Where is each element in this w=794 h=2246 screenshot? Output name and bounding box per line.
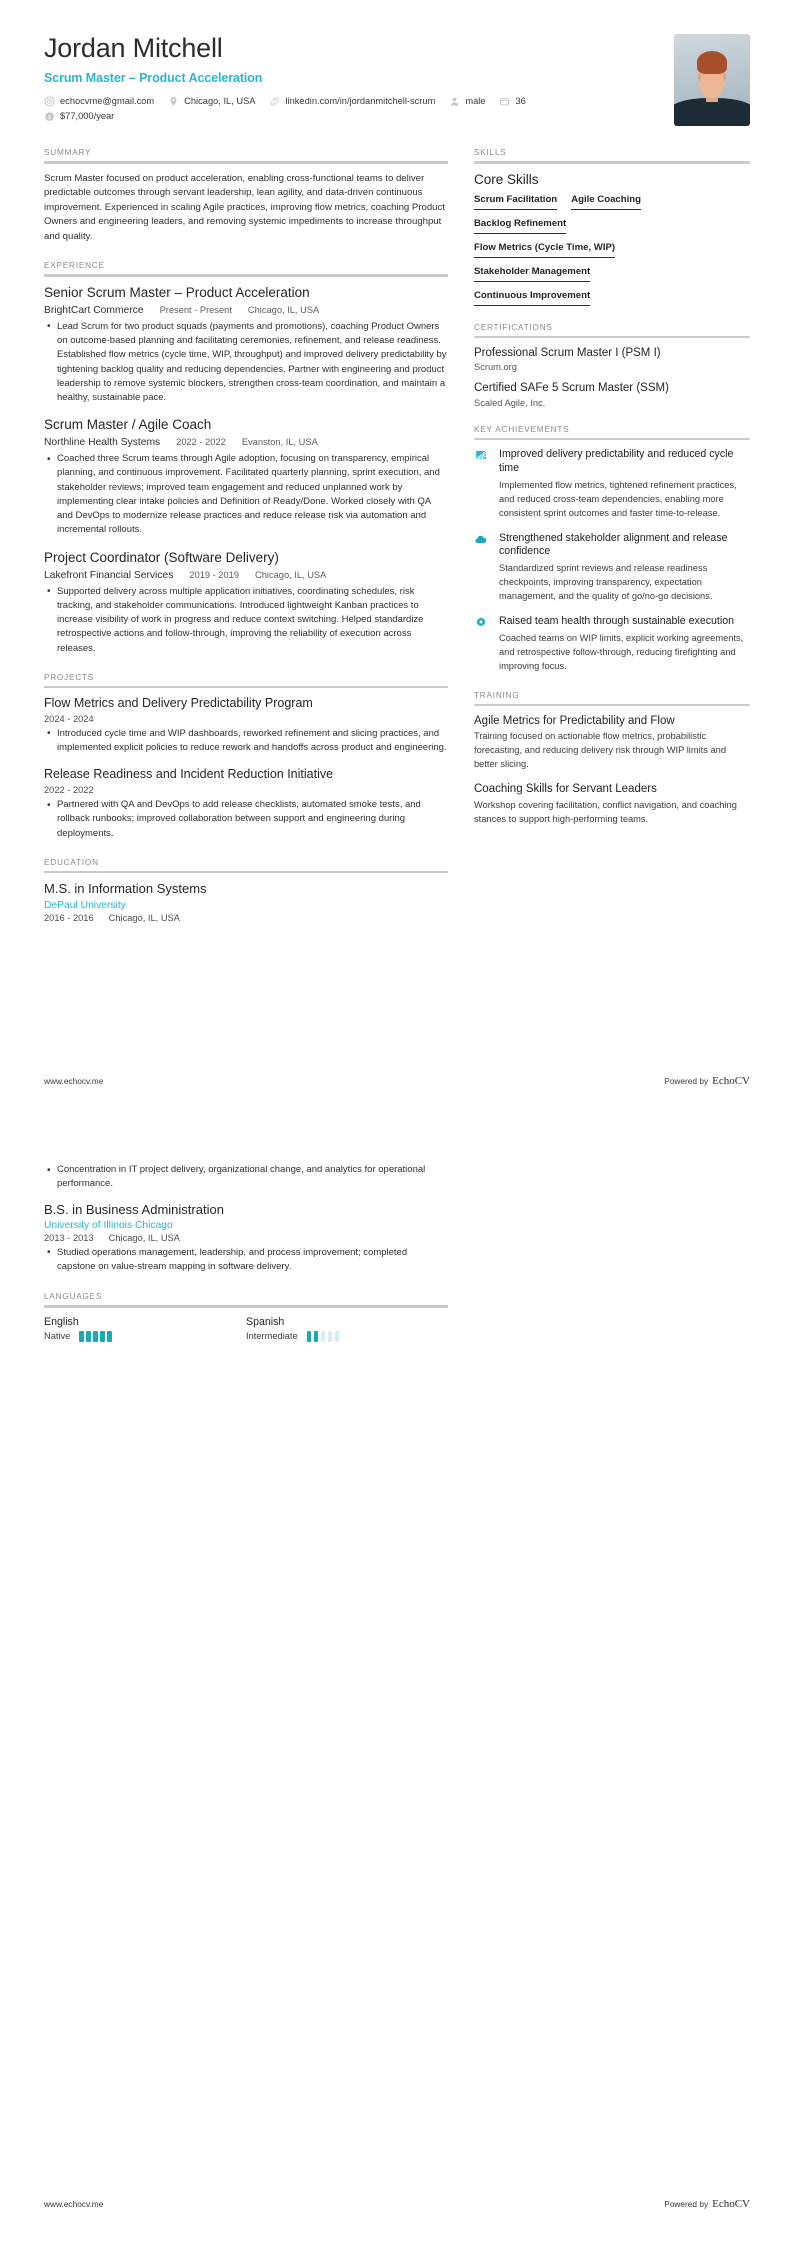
footer-website[interactable]: www.echocv.me — [44, 1076, 104, 1086]
section-divider — [474, 161, 750, 164]
language-proficiency-bars — [79, 1331, 112, 1342]
experience-location: Evanston, IL, USA — [241, 437, 318, 448]
skill-item: Stakeholder Management — [474, 266, 590, 282]
experience-location: Chicago, IL, USA — [255, 569, 327, 580]
section-training — [474, 691, 750, 827]
skills-group-name: Core Skills — [474, 171, 539, 187]
page-2 — [0, 1123, 794, 2246]
achievement-item — [474, 448, 750, 520]
skill-item: Agile Coaching — [571, 194, 641, 210]
section-certifications — [474, 323, 750, 408]
section-divider — [44, 871, 448, 874]
language-name: Spanish — [246, 1315, 285, 1328]
content-columns-page2 — [0, 1123, 794, 1359]
skill-row — [474, 194, 750, 210]
certification-issuer: Scaled Agile, Inc. — [474, 397, 546, 408]
language-item — [44, 1316, 246, 1342]
summary-text: Scrum Master focused on product acceleration, enabling cross-functional teams to deliver predictable outcomes through servant leadership, lean agility, and data-driven continuous improvement. Experienced in scaling Agile practices, improving flow metrics, coaching Product Owners and engineering leaders, and removing systemic impediments to increase throughput and quality. — [44, 172, 445, 242]
right-column — [474, 148, 750, 843]
footer-powered-label: Powered by — [664, 2199, 709, 2209]
education-school: University of Illinois Chicago — [44, 1219, 173, 1231]
contact-gender-text: male — [465, 96, 486, 107]
section-divider — [474, 704, 750, 707]
experience-entry — [44, 285, 448, 405]
list-item: • Introduced cycle time and WIP dashboards, reworked refinement and slicing practices, and implemented explicit policies to reduce rework and handoffs across product and engineering. — [57, 727, 448, 756]
education-degree: M.S. in Information Systems — [44, 881, 207, 897]
skill-row — [474, 242, 750, 258]
training-description: Workshop covering facilitation, conflict navigation, and coaching stances to support high-performing teams. — [474, 799, 737, 824]
list-item: • Studied operations management, leadership, and process improvement; completed capstone on value-stream mapping in software delivery. — [57, 1246, 448, 1275]
certification-item — [474, 346, 750, 372]
experience-role: Project Coordinator (Software Delivery) — [44, 549, 279, 565]
education-location: Chicago, IL, USA — [108, 1232, 180, 1243]
contact-linkedin[interactable] — [269, 96, 435, 107]
section-divider — [44, 1305, 448, 1308]
footer-brand-name: EchoCV — [712, 2198, 750, 2210]
content-columns — [0, 126, 794, 940]
footer-brand-name: EchoCV — [712, 1075, 750, 1087]
language-level: Native — [44, 1331, 71, 1342]
achievement-title: Raised team health through sustainable execution — [499, 614, 734, 627]
education-bullets — [44, 1246, 448, 1275]
list-item: • Lead Scrum for two product squads (payments and promotions), coaching Product Owners on outcome-based planning and facilitating ceremonies, refinement, and release readiness. Established flow metrics (cycle time, WIP, throughput) and improved delivery predictability by tightening backlog quality and reducing dependencies. Partner with engineering and product leadership to remove systemic blockers, strengthen cross-team coordination, and maintain a healthy, sustainable pace. — [57, 320, 448, 406]
experience-org: BrightCart Commerce — [44, 304, 144, 316]
section-divider — [44, 161, 448, 164]
training-item — [474, 782, 750, 826]
experience-entry — [44, 550, 448, 656]
section-education — [44, 858, 448, 923]
contact-location-text: Chicago, IL, USA — [184, 96, 256, 107]
contact-linkedin-text: linkedin.com/in/jordanmitchell-scrum — [285, 96, 436, 107]
money-icon — [44, 111, 55, 122]
achievement-description: Coached teams on WIP limits, explicit working agreements, and retrospective follow-through, reducing firefighting and improving focus. — [499, 632, 744, 671]
footer-branding — [664, 1075, 750, 1087]
education-degree: B.S. in Business Administration — [44, 1201, 224, 1217]
experience-location: Chicago, IL, USA — [247, 304, 320, 315]
section-title-certifications: CERTIFICATIONS — [474, 322, 553, 332]
professional-headline: Scrum Master – Product Acceleration — [44, 70, 263, 85]
experience-org: Lakefront Financial Services — [44, 569, 174, 581]
section-achievements — [474, 425, 750, 674]
contact-salary-text: $77,000/year — [60, 111, 115, 122]
section-title-achievements: KEY ACHIEVEMENTS — [474, 424, 570, 434]
certification-name: Certified SAFe 5 Scrum Master (SSM) — [474, 382, 669, 395]
section-title-experience: EXPERIENCE — [44, 261, 105, 271]
training-name: Coaching Skills for Servant Leaders — [474, 783, 657, 796]
page-title: Jordan Mitchell — [44, 33, 223, 63]
achievement-title: Strengthened stakeholder alignment and release confidence — [499, 531, 728, 558]
project-name: Flow Metrics and Delivery Predictability Program — [44, 696, 313, 711]
section-divider — [44, 274, 448, 277]
section-title-languages: LANGUAGES — [44, 1292, 103, 1302]
training-description: Training focused on actionable flow metrics, probabilistic forecasting, and reducing delivery risk through WIP limits and better slicing. — [474, 731, 726, 770]
education-dates: 2016 - 2016 — [44, 912, 94, 923]
section-skills — [474, 148, 750, 306]
avatar — [674, 34, 750, 126]
training-name: Agile Metrics for Predictability and Flow — [474, 715, 675, 728]
section-projects — [44, 673, 448, 841]
footer-powered-label: Powered by — [664, 1076, 709, 1086]
education-entry — [44, 881, 448, 922]
contact-age-text: 36 — [515, 96, 526, 107]
achievement-description: Standardized sprint reviews and release readiness checkpoints, improving transparency, expectation management, and the quality of go/no-go decisions. — [499, 563, 713, 601]
contact-location — [168, 96, 255, 107]
experience-dates: Present - Present — [159, 304, 232, 315]
skill-row — [474, 218, 750, 234]
experience-role: Scrum Master / Agile Coach — [44, 417, 212, 433]
experience-bullets — [44, 320, 448, 406]
education-entry — [44, 1202, 448, 1275]
list-item: • Concentration in IT project delivery, organizational change, and analytics for operational performance. — [57, 1163, 448, 1192]
experience-entry — [44, 417, 448, 537]
training-item — [474, 714, 750, 772]
section-title-projects: PROJECTS — [44, 672, 95, 682]
location-pin-icon — [168, 96, 179, 107]
certification-item — [474, 381, 750, 407]
list-item: • Supported delivery across multiple application initiatives, coordinating schedules, risk tracking, and stakeholder communications. Introduced lightweight Kanban practices to increase visibility of work in progress and reduce context switching. Helped standardize retrospective actions and follow-through, improving the reliability of execution across releases. — [57, 585, 448, 656]
project-entry — [44, 696, 448, 755]
languages-list — [44, 1316, 448, 1342]
email-icon — [44, 96, 55, 107]
footer-branding — [664, 2198, 750, 2210]
certification-issuer: Scrum.org — [474, 362, 517, 373]
section-divider — [44, 686, 448, 689]
footer-website[interactable]: www.echocv.me — [44, 2199, 104, 2209]
achievement-item — [474, 532, 750, 604]
project-entry — [44, 767, 448, 840]
contact-row — [44, 96, 564, 122]
language-level: Intermediate — [246, 1331, 298, 1342]
skill-item: Flow Metrics (Cycle Time, WIP) — [474, 242, 615, 258]
project-bullets — [44, 798, 448, 841]
section-title-training: TRAINING — [474, 690, 520, 700]
achievement-title: Improved delivery predictability and reduced cycle time — [499, 448, 734, 475]
experience-dates: 2019 - 2019 — [189, 569, 239, 580]
experience-bullets — [44, 452, 448, 538]
section-education-continued — [44, 1163, 448, 1274]
education-dates: 2013 - 2013 — [44, 1232, 94, 1243]
project-bullets — [44, 727, 448, 756]
language-name: English — [44, 1315, 79, 1328]
certification-name: Professional Scrum Master I (PSM I) — [474, 347, 661, 359]
experience-bullets — [44, 585, 448, 656]
contact-age — [499, 96, 525, 107]
calendar-icon — [499, 96, 510, 107]
experience-dates: 2022 - 2022 — [176, 437, 226, 448]
section-divider — [474, 336, 750, 339]
section-languages — [44, 1292, 448, 1342]
skill-item: Continuous Improvement — [474, 290, 590, 306]
section-experience — [44, 261, 448, 655]
link-icon — [269, 96, 280, 107]
project-dates: 2024 - 2024 — [44, 713, 94, 724]
page-footer — [44, 2198, 750, 2210]
education-bullets — [44, 1163, 448, 1192]
language-proficiency-bars — [307, 1331, 340, 1342]
gear-icon — [474, 616, 491, 631]
skill-item: Backlog Refinement — [474, 218, 566, 234]
person-icon — [449, 96, 460, 107]
left-column — [44, 148, 448, 940]
section-summary — [44, 148, 448, 244]
education-location: Chicago, IL, USA — [108, 912, 180, 923]
section-title-summary: SUMMARY — [44, 148, 92, 157]
page-footer — [44, 1075, 750, 1087]
contact-email-text: echocvme@gmail.com — [60, 96, 155, 107]
language-item — [246, 1316, 448, 1342]
list-item: • Partnered with QA and DevOps to add release checklists, automated smoke tests, and rollback runbooks; improved collaboration between support and engineering during deployments. — [57, 798, 448, 841]
contact-email[interactable] — [44, 96, 154, 107]
skills-list — [474, 194, 750, 306]
contact-salary — [44, 111, 114, 122]
section-title-education: EDUCATION — [44, 857, 99, 867]
achievement-item — [474, 615, 750, 674]
cloud-icon — [474, 533, 491, 548]
list-item: • Coached three Scrum teams through Agile adoption, focusing on transparency, empirical planning, and continuous improvement. Facilitated quarterly planning, sprint execution, and stakeholder reviews; improved team engagement and reduced unplanned work by implementing clear intake policies and Definition of Ready/Done. Worked closely with QA and DevOps to modernize release practices and reduce release risk via automation and incremental rollouts. — [57, 452, 448, 538]
svg-text:$: $ — [47, 114, 52, 121]
skill-row — [474, 290, 750, 306]
achievement-description: Implemented flow metrics, tightened refinement practices, and reduced cross-team dependencies, enabling more consistent sprint outcomes and faster time-to-release. — [499, 479, 737, 518]
flag-icon — [474, 449, 491, 464]
skill-row — [474, 266, 750, 282]
skill-item: Scrum Facilitation — [474, 194, 557, 210]
resume-header — [0, 0, 794, 126]
education-school: DePaul University — [44, 899, 126, 911]
section-title-skills: SKILLS — [474, 148, 507, 157]
left-column-page2 — [44, 1163, 448, 1359]
experience-role: Senior Scrum Master – Product Acceleration — [44, 284, 310, 300]
section-divider — [474, 438, 750, 441]
contact-gender — [449, 96, 485, 107]
project-dates: 2022 - 2022 — [44, 785, 94, 796]
experience-org: Northline Health Systems — [44, 437, 161, 449]
project-name: Release Readiness and Incident Reduction Initiative — [44, 767, 334, 782]
